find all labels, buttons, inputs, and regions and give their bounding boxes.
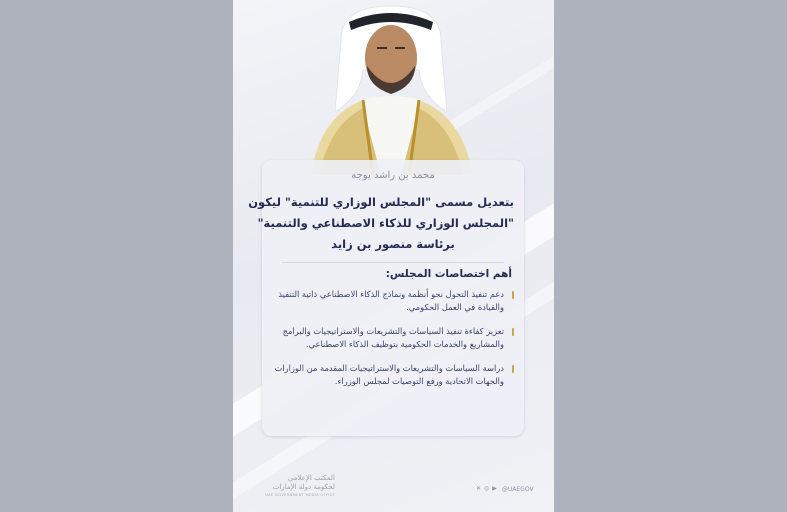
divider	[282, 262, 504, 263]
list-item	[274, 325, 514, 351]
social-links	[476, 485, 534, 493]
org-name-english: UAE GOVERNMENT MEDIA OFFICE	[265, 492, 335, 497]
social-handle[interactable]: @UAEGOV	[501, 485, 534, 493]
instagram-icon[interactable]: ◎	[484, 485, 490, 492]
headline-line: بتعديل مسمى "المجلس الوزاري للتنمية" ليكون	[248, 195, 514, 209]
headline-line: "المجلس الوزاري للذكاء الاصطناعي والتنمية"	[257, 216, 514, 230]
org-name-line2: لحكومة دولة الإمارات	[272, 483, 335, 491]
list-item-text: دراسة السياسات والتشريعات والاستراتيجيات المقدمة من الوزارات والجهات الاتحادية ورفع التوصيات لمجلس الوزراء.	[274, 363, 504, 386]
org-name-line1: المكتب الإعلامي	[287, 474, 335, 482]
youtube-icon[interactable]: ▶	[492, 485, 497, 492]
list-item-text: دعم تنفيذ التحول نحو أنظمة ونماذج الذكاء الاصطناعي ذاتية التنفيذ والقيادة في العمل الحكومي.	[278, 289, 504, 312]
portrait-photo	[301, 0, 481, 175]
bullet-marker	[512, 328, 514, 336]
bullet-marker	[512, 291, 514, 299]
headline-line: برئاسة منصور بن زايد	[331, 237, 455, 251]
card-subtitle: محمد بن راشد يوجه	[351, 170, 435, 181]
section-title: أهم اختصاصات المجلس:	[385, 268, 512, 280]
bullet-marker	[512, 365, 514, 373]
news-poster	[233, 0, 554, 512]
list-item-text: تعزيز كفاءة تنفيذ السياسات والتشريعات والاستراتيجيات والبرامج والمشاريع والخدمات الحكومية بتوظيف الذكاء الاصطناعي.	[282, 326, 504, 349]
x-icon[interactable]: ✕	[476, 485, 482, 492]
headline	[248, 192, 514, 255]
media-office-logo	[255, 474, 335, 498]
news-card	[248, 160, 524, 436]
responsibilities-list	[274, 288, 514, 399]
list-item	[274, 362, 514, 388]
list-item	[274, 288, 514, 314]
